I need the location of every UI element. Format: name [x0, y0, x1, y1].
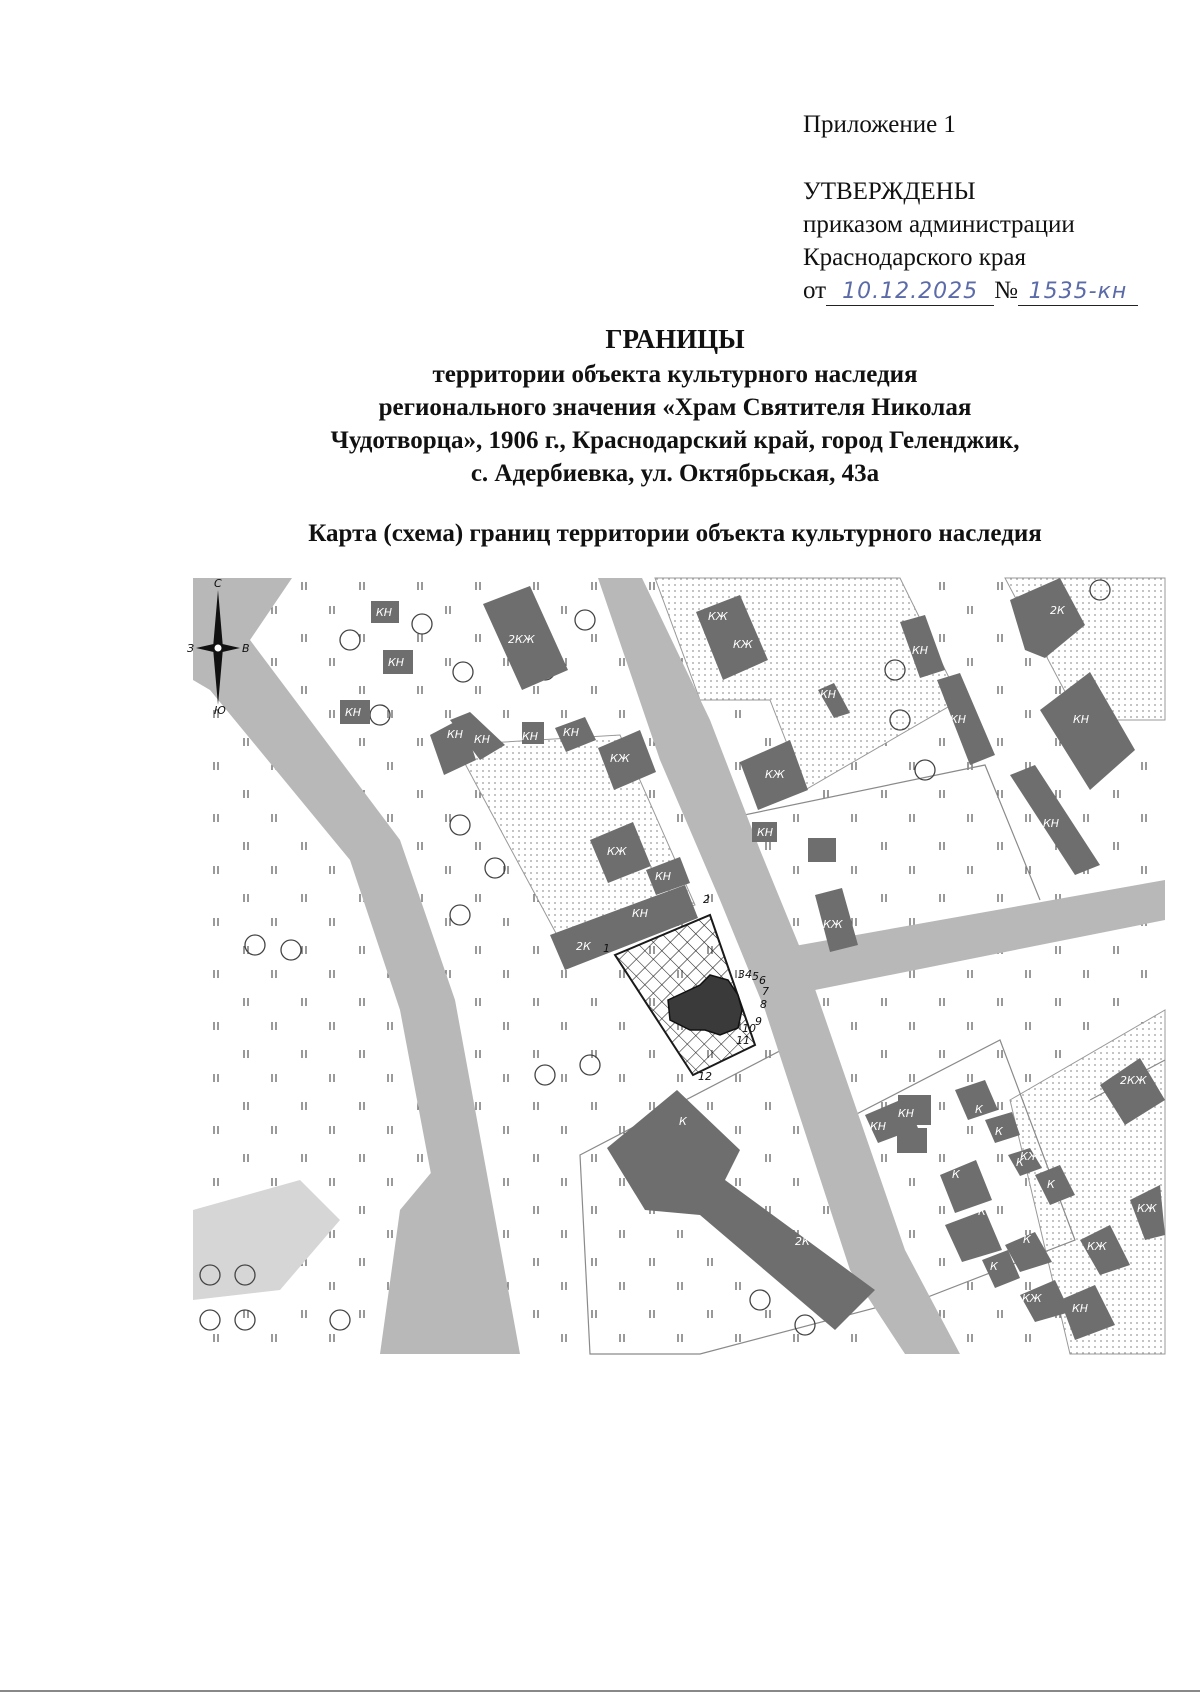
boundary-point: 8 — [760, 998, 767, 1011]
building-label: К — [975, 1103, 983, 1116]
building-label: К — [952, 1168, 960, 1181]
compass-east: В — [242, 642, 250, 655]
approval-block — [803, 108, 1183, 307]
building-label: КН — [912, 644, 929, 657]
document-title — [200, 323, 1150, 490]
map-caption: Карта (схема) границ территории объекта культурного наследия — [308, 520, 1042, 547]
building-label: 2К — [1050, 604, 1065, 617]
building-label: КЖ — [708, 610, 728, 623]
building-label: КЖ — [1020, 1150, 1040, 1163]
boundary-point: 11 — [736, 1034, 750, 1047]
bottom-rule — [0, 1690, 1200, 1692]
building-label: КН — [522, 730, 539, 743]
building-label: К — [1023, 1233, 1031, 1246]
building-label: КН — [632, 907, 649, 920]
building-label: КН — [898, 1107, 915, 1120]
date-prefix: от — [803, 277, 827, 304]
boundary-point: 10 — [742, 1022, 756, 1035]
building-label: К — [679, 1115, 687, 1128]
building-label: КН — [1072, 1302, 1089, 1315]
order-label: приказом администрации — [803, 211, 1075, 238]
title-line-3: Чудотворца», 1906 г., Краснодарский край, город Геленджик, — [330, 427, 1020, 454]
title-line-4: с. Адербиевка, ул. Октябрьская, 43а — [470, 460, 880, 487]
building-label: КЖ — [607, 845, 627, 858]
compass-south: Ю — [214, 704, 226, 717]
building-label: КН — [820, 688, 837, 701]
building-label: КЖ — [610, 752, 630, 765]
building-label: К — [978, 1205, 986, 1218]
building-label: 2КЖ — [508, 633, 535, 646]
boundary-point: 6 — [759, 974, 766, 987]
building-label: КЖ — [1022, 1292, 1042, 1305]
boundary-point: 1 — [603, 942, 610, 955]
building-label: КН — [1043, 817, 1060, 830]
building-label: КЖ — [1087, 1240, 1107, 1253]
order-date-number — [803, 274, 1183, 307]
title-heading: ГРАНИЦЫ — [605, 324, 745, 354]
building-label: КН — [655, 870, 672, 883]
building-label: К — [1016, 1156, 1024, 1169]
building-label: КН — [345, 706, 362, 719]
building-label: КН — [870, 1120, 887, 1133]
map-svg — [187, 577, 1165, 1354]
building-label: КЖ — [765, 768, 785, 781]
building-label: 2К — [795, 1235, 810, 1248]
appendix-label: Приложение 1 — [803, 111, 956, 138]
order-number: 1535-кн — [1018, 279, 1138, 306]
boundary-point: 4 — [745, 968, 752, 981]
title-line-1: территории объекта культурного наследия — [432, 361, 918, 388]
building-label: 2К — [576, 940, 591, 953]
building-label: К — [1047, 1178, 1055, 1191]
building-label: КЖ — [823, 918, 843, 931]
building-label: КЖ — [1137, 1202, 1157, 1215]
compass-west: З — [187, 642, 195, 655]
building-label: 2КЖ — [1120, 1074, 1147, 1087]
region-label: Краснодарского края — [803, 244, 1026, 271]
building-label: КН — [447, 728, 464, 741]
boundary-point: 5 — [752, 970, 759, 983]
building-label: КН — [1073, 713, 1090, 726]
approved-label: УТВЕРЖДЕНЫ — [803, 178, 976, 205]
building-label: КН — [376, 606, 393, 619]
building-label: КН — [757, 826, 774, 839]
building-label: КН — [474, 733, 491, 746]
boundary-point: 12 — [698, 1070, 712, 1083]
building-label: К — [995, 1125, 1003, 1138]
number-sign: № — [994, 277, 1018, 304]
boundary-point: 3 — [738, 968, 745, 981]
title-line-2: регионального значения «Храм Святителя Николая — [378, 394, 972, 421]
map — [187, 577, 1165, 1354]
building-label: К — [990, 1260, 998, 1273]
building-label: КН — [388, 656, 405, 669]
boundary-point: 7 — [762, 985, 769, 998]
boundary-point: 2 — [703, 893, 710, 906]
building-label: КЖ — [733, 638, 753, 651]
compass-north: С — [214, 577, 222, 590]
building-label: КН — [950, 713, 967, 726]
order-date: 10.12.2025 — [826, 279, 994, 306]
boundary-point: 9 — [755, 1015, 762, 1028]
building-label: КН — [563, 726, 580, 739]
